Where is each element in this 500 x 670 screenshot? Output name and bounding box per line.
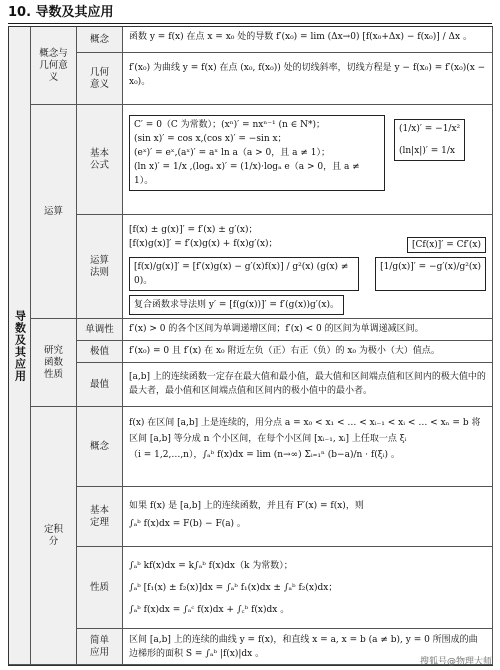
prop-1: ∫ₐᵇ kf(x)dx = k∫ₐᵇ f(x)dx（k 为常数）；: [129, 561, 293, 571]
geo-text: f′(x₀) 为曲线 y = f(x) 在点 (x₀, f(x₀)) 处的切线斜率，切线方程是 y − f(x₀) = f′(x₀)(x − x₀)。: [129, 63, 486, 87]
label-simple-app: [77, 629, 123, 665]
content-maxmin: [123, 363, 493, 407]
label-op-rules: [77, 215, 123, 319]
rule-3: [f(x)/g(x)]′ = [f′(x)g(x) − g′(x)f(x)] / g²(x) (g(x) ≠ 0)。: [129, 257, 359, 291]
main-section-label: 导数及其应用: [13, 309, 27, 382]
label-int-concept: 概念: [77, 407, 123, 487]
theorem-formula: ∫ₐᵇ f(x)dx = F(b) − F(a) 。: [129, 519, 246, 529]
formula-main-box: [129, 115, 385, 191]
simple-app-label: 简单应用: [89, 634, 109, 658]
content-concept: [123, 27, 493, 53]
mono-text: f′(x) > 0 的各个区间为单调递增区间；f′(x) < 0 的区间为单调递减区间。: [129, 324, 424, 334]
rule-1: [f(x) ± g(x)]′ = f′(x) ± g′(x)；: [129, 225, 258, 235]
content-geo: [123, 53, 493, 105]
formula-side-1: (1/x)′ = −1/x²: [399, 124, 461, 134]
label-extreme: 极值: [77, 341, 123, 363]
main-section-cell: [9, 27, 31, 665]
page-title: 10. 导数及其应用: [8, 3, 492, 24]
content-op-rules: [123, 215, 493, 319]
formula-1: C′ = 0（C 为常数）；(xⁿ)′ = nxⁿ⁻¹ (n ∈ N*)；: [134, 120, 326, 130]
int-concept-2: （i = 1,2,…,n），∫ₐᵇ f(x)dx = lim (n→∞) Σᵢ₌₁ⁿ (b−a)/n · f(ξᵢ) 。: [129, 450, 400, 460]
knowledge-table: [8, 26, 493, 666]
content-monotonic: [123, 319, 493, 341]
int-concept-1: f(x) 在区间 [a,b] 上是连续的，用分点 a = x₀ < x₁ < … < xᵢ₋₁ < xᵢ < … < xₙ = b 将区间 [a,b] 等分成 n 个小区间，在每个小区间 [xᵢ₋₁, xᵢ] 上任取一点 ξᵢ: [129, 418, 481, 444]
content-properties: [123, 547, 493, 629]
rule-2b: [Cf(x)]′ = Cf′(x): [407, 237, 486, 253]
section-research-label: 研究函数性质: [43, 344, 63, 380]
basic-theorem-label: 基本定理: [89, 504, 109, 528]
prop-3: ∫ₐᵇ f(x)dx = ∫ₐᶜ f(x)dx + ∫꜀ᵇ f(x)dx 。: [129, 605, 290, 615]
section-concept-geo: [31, 27, 77, 105]
content-extreme: [123, 341, 493, 363]
rule-2: [f(x)g(x)]′ = f′(x)g(x) + f(x)g′(x)；: [129, 239, 278, 249]
section-integral-label: 定积分: [43, 523, 63, 547]
basic-formula-label: 基本公式: [89, 147, 109, 171]
concept-text: 函数 y = f(x) 在点 x = x₀ 处的导数 f′(x₀) = lim (Δx→0) [f(x₀+Δx) − f(x₀)] / Δx 。: [129, 32, 472, 42]
rule-4: 复合函数求导法则 y′ = [f(g(x))]′ = f′(g(x))g′(x)。: [129, 295, 344, 315]
formula-side-box: [394, 119, 465, 161]
section-concept-geo-label: 概念与几何意义: [39, 47, 68, 83]
section-integral: [31, 407, 77, 665]
section-research: [31, 319, 77, 407]
label-monotonic: 单调性: [77, 319, 123, 341]
label-geo: [77, 53, 123, 105]
label-basic-theorem: [77, 487, 123, 547]
rule-3b: [1/g(x)]′ = −g′(x)/g²(x): [375, 257, 486, 291]
label-concept: 概念: [77, 27, 123, 53]
formula-2: (sin x)′ = cos x,(cos x)′ = −sin x；: [134, 134, 287, 144]
label-maxmin: 最值: [77, 363, 123, 407]
content-basic-formula: [123, 105, 493, 215]
theorem-text: 如果 f(x) 是 [a,b] 上的连续函数，并且有 F′(x) = f(x)，则: [129, 501, 364, 511]
app-text: 区间 [a,b] 上的连续的曲线 y = f(x)，和直线 x = a, x = b (a ≠ b), y = 0 所围成的曲边梯形的面积 S = ∫ₐᵇ |f(x)|dx 。: [129, 635, 478, 659]
geo-label: 几何意义: [89, 66, 109, 90]
maxmin-text: [a,b] 上的连续函数一定存在最大值和最小值，最大值和区间端点值和区间内的极大值中的最大者，最小值和区间端点值和区间内的极小值中的最小者。: [129, 372, 486, 396]
extreme-text: f′(x₀) = 0 且 f′(x) 在 x₀ 附近左负（正）右正（负）的 x₀ 为极小（大）值点。: [129, 346, 440, 356]
label-properties: 性质: [77, 547, 123, 629]
watermark: 搜狐号@物理大师: [419, 657, 492, 667]
content-basic-theorem: [123, 487, 493, 547]
section-operations: 运算: [31, 105, 77, 319]
label-basic-formula: [77, 105, 123, 215]
prop-2: ∫ₐᵇ [f₁(x) ± f₂(x)]dx = ∫ₐᵇ f₁(x)dx ± ∫ₐᵇ f₂(x)dx；: [129, 583, 338, 593]
formula-3: (eˣ)′ = eˣ,(aˣ)′ = aˣ ln a（a > 0，且 a ≠ 1）；: [134, 148, 330, 158]
formula-side-2: (ln|x|)′ = 1/x: [399, 146, 455, 156]
formula-4: (ln x)′ = 1/x ,(logₐ x)′ = (1/x)·logₐ e（a > 0，且 a ≠ 1）。: [134, 162, 360, 186]
content-int-concept: [123, 407, 493, 487]
op-rules-label: 运算法则: [89, 254, 109, 278]
